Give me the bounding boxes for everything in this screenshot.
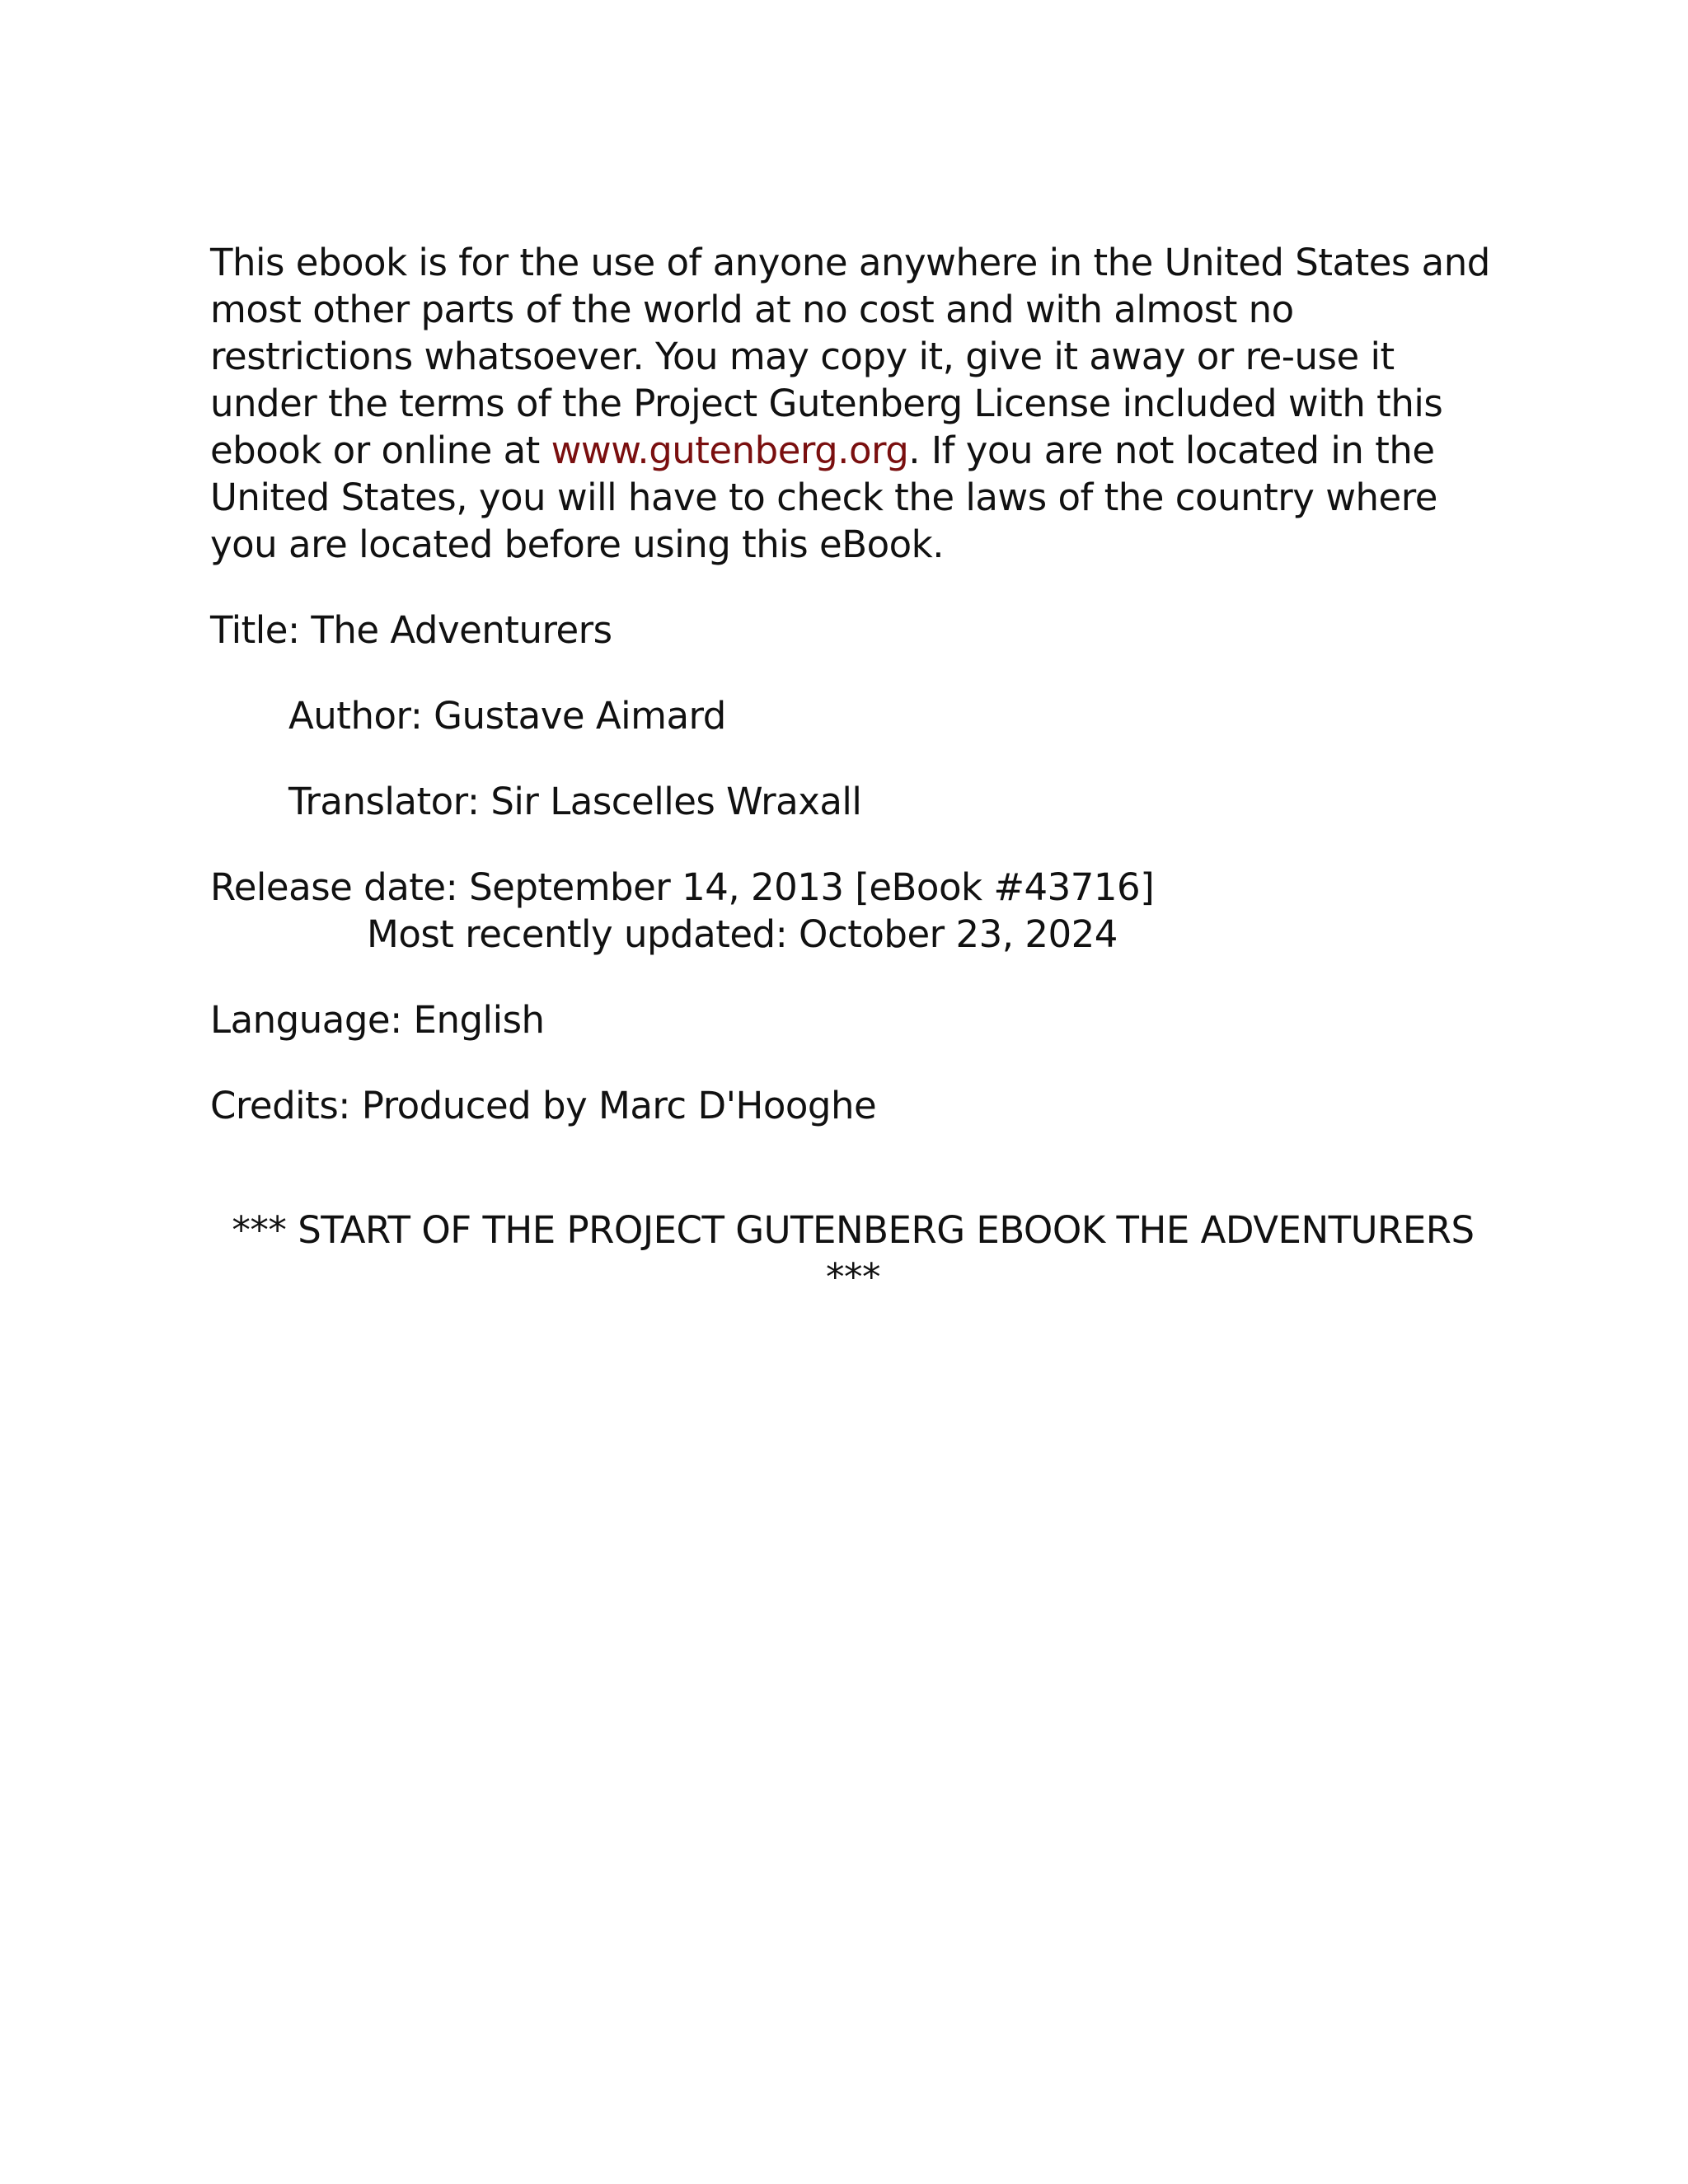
book-credits: Credits: Produced by Marc D'Hooghe bbox=[210, 1084, 877, 1127]
start-banner: *** START OF THE PROJECT GUTENBERG EBOOK THE ADVENTURERS *** bbox=[232, 1208, 1475, 1299]
book-translator: Translator: Sir Lascelles Wraxall bbox=[288, 780, 862, 823]
gutenberg-link[interactable]: www.gutenberg.org bbox=[551, 429, 909, 472]
release-info bbox=[210, 864, 1496, 958]
ebook-page bbox=[210, 239, 1496, 1301]
book-title: Title: The Adventurers bbox=[210, 608, 612, 652]
license-text-after-link: . If you are not located in the United States, you will have to check the laws of the country where you are located before using this eBook. bbox=[210, 429, 1437, 566]
book-author: Author: Gustave Aimard bbox=[288, 694, 726, 738]
license-text-before-link: This ebook is for the use of anyone anywhere in the United States and most other parts of the world at no cost and with almost no restrictions whatsoever. You may copy it, give it away or re-use it under the terms of the Project Gutenberg License included with this ebook or online at bbox=[210, 241, 1490, 472]
license-paragraph bbox=[210, 239, 1496, 568]
release-date: Release date: September 14, 2013 [eBook #43716] bbox=[210, 865, 1155, 909]
updated-date: Most recently updated: October 23, 2024 bbox=[367, 912, 1118, 956]
book-language: Language: English bbox=[210, 998, 545, 1042]
